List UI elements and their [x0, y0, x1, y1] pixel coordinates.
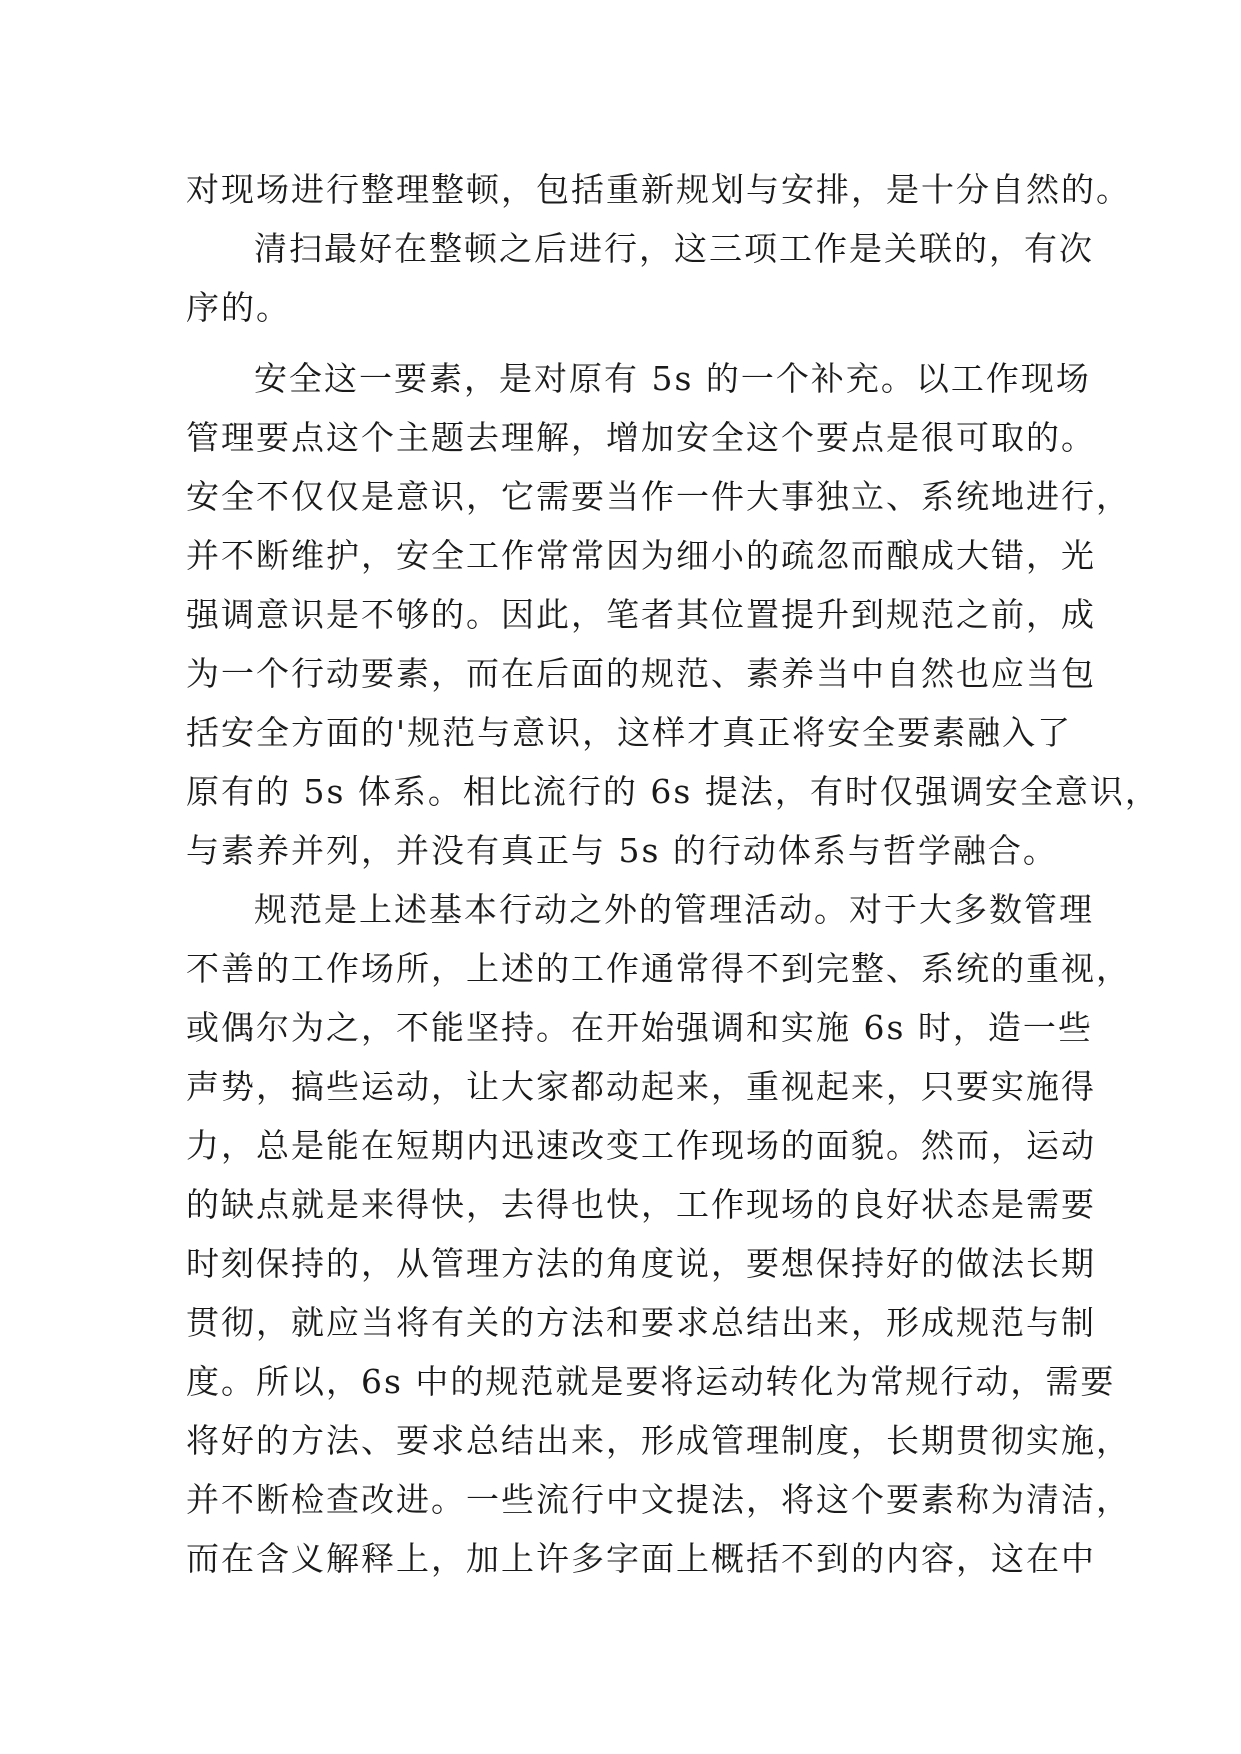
text-line: 对现场进行整理整顿，包括重新规划与安排，是十分自然的。 — [186, 170, 1131, 209]
text-line: 与素养并列，并没有真正与 5s 的行动体系与哲学融合。 — [186, 831, 1058, 870]
text-line: 安全不仅仅是意识，它需要当作一件大事独立、系统地进行， — [186, 477, 1131, 516]
text-line: 或偶尔为之，不能坚持。在开始强调和实施 6s 时，造一些 — [186, 1008, 1093, 1047]
text-line: 贯彻，就应当将有关的方法和要求总结出来，形成规范与制 — [186, 1303, 1096, 1342]
body-text — [186, 160, 1160, 1588]
text-line: 为一个行动要素，而在后面的规范、素养当中自然也应当包 — [186, 654, 1096, 693]
text-line: 括安全方面的'规范与意识，这样才真正将安全要素融入了 — [186, 713, 1073, 752]
text-line: 清扫最好在整顿之后进行，这三项工作是关联的，有次 — [254, 229, 1094, 268]
text-line: 原有的 5s 体系。相比流行的 6s 提法，有时仅强调安全意识， — [186, 772, 1160, 811]
text-line: 管理要点这个主题去理解，增加安全这个要点是很可取的。 — [186, 418, 1096, 457]
text-line: 力，总是能在短期内迅速改变工作现场的面貌。然而，运动 — [186, 1126, 1096, 1165]
text-line: 声势，搞些运动，让大家都动起来，重视起来，只要实施得 — [186, 1067, 1096, 1106]
text-line: 度。所以，6s 中的规范就是要将运动转化为常规行动，需要 — [186, 1362, 1116, 1401]
text-line: 规范是上述基本行动之外的管理活动。对于大多数管理 — [254, 890, 1094, 929]
text-line: 时刻保持的，从管理方法的角度说，要想保持好的做法长期 — [186, 1244, 1096, 1283]
paragraph — [186, 349, 1160, 880]
paragraph-gap — [186, 337, 1066, 349]
text-line: 强调意识是不够的。因此，笔者其位置提升到规范之前，成 — [186, 595, 1096, 634]
text-line: 将好的方法、要求总结出来，形成管理制度，长期贯彻实施， — [186, 1421, 1131, 1460]
text-line: 安全这一要素，是对原有 5s 的一个补充。以工作现场 — [254, 359, 1091, 398]
text-line: 而在含义解释上，加上许多字面上概括不到的内容，这在中 — [186, 1539, 1096, 1578]
text-line: 的缺点就是来得快，去得也快，工作现场的良好状态是需要 — [186, 1185, 1096, 1224]
text-line: 序的。 — [186, 288, 291, 327]
paragraph — [186, 160, 1131, 219]
text-line: 并不断维护，安全工作常常因为细小的疏忽而酿成大错，光 — [186, 536, 1096, 575]
paragraph — [186, 219, 1094, 337]
text-line: 并不断检查改进。一些流行中文提法，将这个要素称为清洁， — [186, 1480, 1131, 1519]
text-line: 不善的工作场所，上述的工作通常得不到完整、系统的重视， — [186, 949, 1131, 988]
paragraph — [186, 880, 1131, 1588]
